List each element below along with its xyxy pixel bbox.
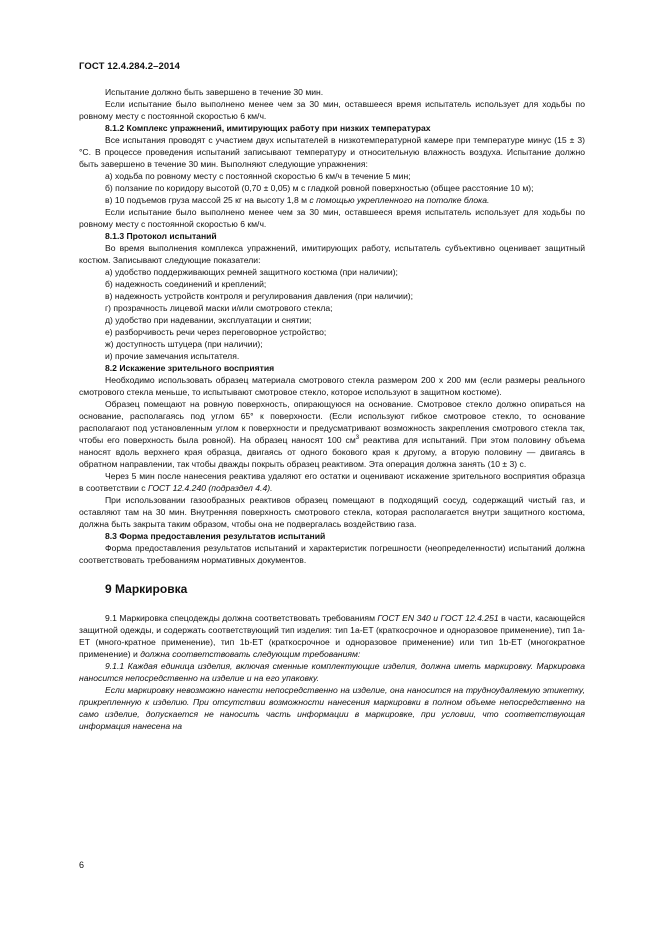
list-item: б) ползание по коридору высотой (0,70 ± 0,05) м с гладкой ровной поверхностью (общее расстояние 10 м); — [105, 183, 534, 193]
list-item: д) удобство при надевании, эксплуатации и снятии; — [105, 315, 312, 325]
list-item: г) прозрачность лицевой маски и/или смотрового стекла; — [105, 303, 333, 313]
text-run: 9.1 Маркировка спецодежды должна соответствовать требованиям — [105, 613, 378, 623]
text-run: Через 5 мин после нанесения реактива удаляют его остатки и оценивают искажение зрительного восприятия образца в соответствии с — [79, 471, 585, 493]
paragraph: Форма предоставления результатов испытаний и характеристик погрешности (неопределенности) испытаний должна соответствовать требованиям нормативных документов. — [79, 543, 585, 565]
text-run: в части, касающейся защитной одежды, и содержать соответствующий тип изделия: тип 1а-ЕТ (краткосрочное и одноразовое применение), тип 1а-ЕТ (много-кратное применение), тип 1b-ЕТ (краткосрочное и одноразовое применение) или тип 1b-ЕТ (многократное применение) и — [79, 613, 585, 659]
section-heading: 9 Маркировка — [105, 582, 188, 596]
list-item: б) надежность соединений и креплений; — [105, 279, 267, 289]
list-item: а) удобство поддерживающих ремней защитного костюма (при наличии); — [105, 267, 398, 277]
subsection-heading: 8.1.3 Протокол испытаний — [105, 231, 217, 241]
superscript: 3 — [355, 435, 360, 442]
paragraph: Все испытания проводят с участием двух испытателей в низкотемпературной камере при температуре минус (15 ± 3) °С. В процессе проведения испытаний записывают температуру и относительную влажность воздуха. Испытание должно быть завершено в течение 30 мин. Выполняют следующие упражнения: — [79, 135, 585, 169]
list-item — [79, 194, 585, 206]
paragraph — [79, 470, 585, 494]
text-run-italic: с помощью укрепленного на потолке блока. — [309, 195, 490, 205]
paragraph: Если испытание было выполнено менее чем за 30 мин, оставшееся время испытатель использует для ходьбы по ровному месту с постоянной скоростью 6 км/ч. — [79, 207, 585, 229]
standard-reference: ГОСТ 12.4.251 — [440, 613, 499, 623]
text-run: и — [430, 613, 441, 623]
paragraph: 9.1.1 Каждая единица изделия, включая сменные комплектующие изделия, должна иметь маркировку. Маркировка наносится непосредственно на изделие и на его упаковку. — [79, 661, 585, 683]
text-run: Образец помещают на ровную поверхность, опирающуюся на основание. Смотровое стекло должно опираться на основание, располагаясь под углом 65° к поверхности. (Если используют гибкое смотровое стекло, то основание располагают под установленным углом к поверхности и предусматривают возможность закрепления смотрового стекла так, чтобы его поверхность была ровной). На образец наносят 100 см — [79, 399, 585, 445]
paragraph: Во время выполнения комплекса упражнений, имитирующих работу, испытатель субъективно оценивает защитный костюм. Записывают следующие показатели: — [79, 243, 585, 265]
list-item: ж) доступность штуцера (при наличии); — [105, 339, 263, 349]
paragraph — [79, 398, 585, 470]
list-item: е) разборчивость речи через переговорное устройство; — [105, 327, 327, 337]
paragraph: Необходимо использовать образец материала смотрового стекла размером 200 x 200 мм (если размеры реального смотрового стекла меньше, то испытывают смотровое стекло, которое используют в защитном костюме). — [79, 375, 585, 397]
subsection-heading: 8.2 Искажение зрительного восприятия — [105, 363, 275, 373]
paragraph — [79, 612, 585, 660]
text-run-italic: должна соответствовать следующим требованиям: — [140, 649, 361, 659]
document-header: ГОСТ 12.4.284.2–2014 — [79, 61, 181, 72]
text-run: реактива для испытаний. При этом половину объема наносят вдоль верхнего края образца, двигаясь от одного бокового края к другому, а вторую половину — двигаясь в обратном направлении, так чтобы дважды покрыть образец реактивом. Эта операция должна занять (10 ± 3) с. — [79, 435, 585, 469]
text-run: в) 10 подъемов груза массой 25 кг на высоту 1,8 м — [105, 195, 310, 205]
list-item: в) надежность устройств контроля и регулирования давления (при наличии); — [105, 291, 414, 301]
paragraph: Если маркировку невозможно нанести непосредственно на изделие, она наносится на трудноудаляемую этикетку, прикрепленную к изделию. При отсутствии возможности нанесения маркировки в полном объеме непосредственно на само изделие, допускается не наносить часть информации в маркировке, при условии, что соответствующая информация нанесена на — [79, 685, 585, 731]
paragraph: При использовании газообразных реактивов образец помещают в подходящий сосуд, содержащий чистый газ, и оставляют там на 30 мин. Внутренняя поверхность смотрового стекла, которая располагается внутри защитного костюма, должна быть закрыта таким образом, чтобы она не подвергалась воздействию газа. — [79, 495, 585, 529]
list-item: и) прочие замечания испытателя. — [105, 351, 240, 361]
list-item: а) ходьба по ровному месту с постоянной скоростью 6 км/ч в течение 5 мин; — [105, 171, 411, 181]
subsection-heading: 8.3 Форма предоставления результатов испытаний — [105, 531, 326, 541]
document-body — [79, 86, 585, 732]
standard-reference: ГОСТ 12.4.240 (подраздел 4.4). — [147, 483, 273, 493]
paragraph: Испытание должно быть завершено в течение 30 мин. — [105, 87, 324, 97]
subsection-heading: 8.1.2 Комплекс упражнений, имитирующих работу при низких температурах — [105, 123, 431, 133]
standard-reference: ГОСТ EN 340 — [377, 613, 431, 623]
paragraph: Если испытание было выполнено менее чем за 30 мин, оставшееся время испытатель использует для ходьбы по ровному месту с постоянной скоростью 6 км/ч. — [79, 99, 585, 121]
page-number: 6 — [79, 860, 85, 870]
